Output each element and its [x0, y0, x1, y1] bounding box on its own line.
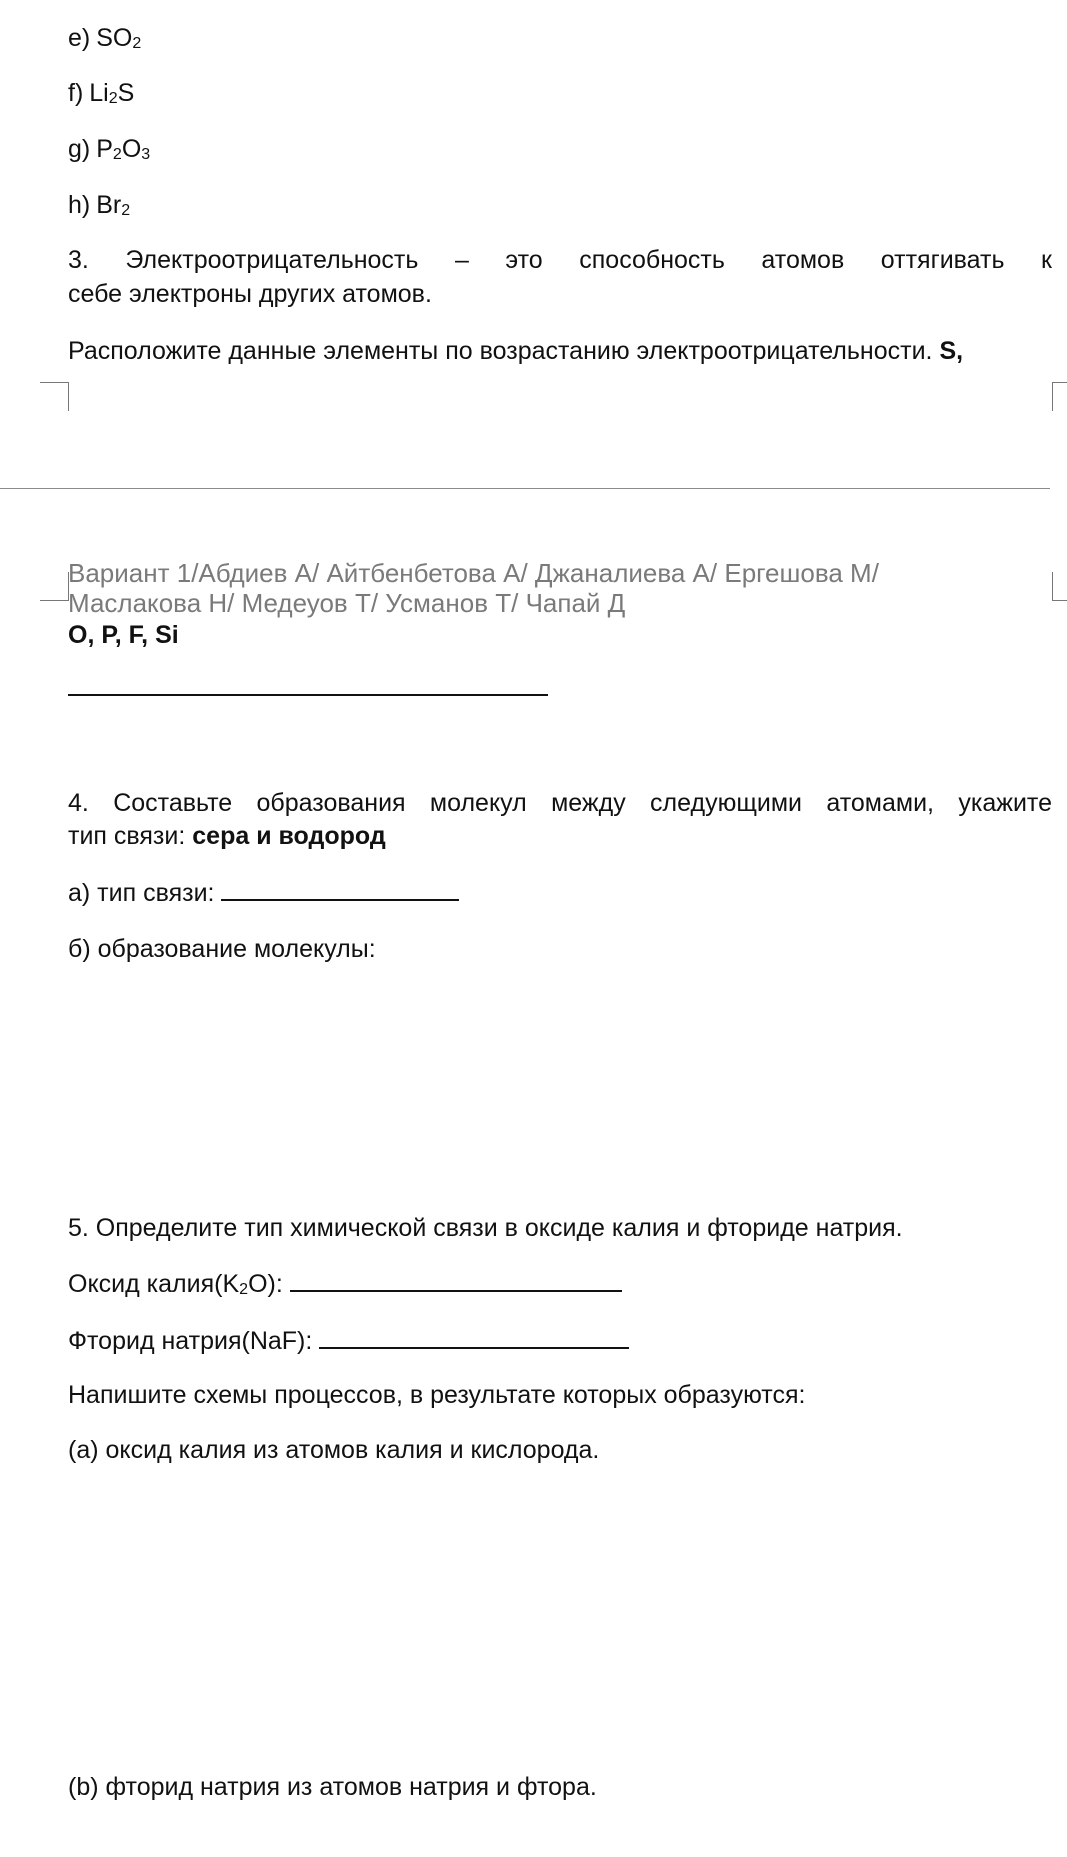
q3-instruction: Расположите данные элементы по возрастанию электроотрицательности. S,	[68, 337, 964, 365]
list-item-h: h) $Br_2$	[68, 191, 131, 219]
q5-title: 5. Определите тип химической связи в оксиде калия и фториде натрия.	[68, 1214, 903, 1242]
q4-title-line1: 4. Составьте образования молекул между следующими атомами, укажите	[68, 789, 1052, 817]
list-item-f: f) $Li_2S$	[68, 79, 135, 107]
crop-mark-top-left	[40, 382, 69, 411]
page-divider	[0, 488, 1050, 489]
q5-schemes-intro: Напишите схемы процессов, в результате которых образуются:	[68, 1381, 806, 1409]
q4-bond-type-field[interactable]	[221, 877, 459, 901]
list-item-e: e) $SO_2$	[68, 24, 142, 52]
q3-definition-line2: себе электроны других атомов.	[68, 280, 432, 308]
q4-title-line2: тип связи: сера и водород	[68, 822, 386, 850]
q3-elements-start: S,	[939, 337, 964, 365]
crop-mark-bottom-left	[40, 572, 69, 601]
q5-fluoride-field[interactable]	[319, 1325, 629, 1349]
q5-potassium-oxide: Оксид $калия(K_2O)$:	[68, 1268, 622, 1300]
variant-header-line2: Маслакова Н/ Медеуов Т/ Усманов Т/ Чапай Д	[68, 588, 626, 618]
variant-header-line1: Вариант 1/Абдиев А/ Айтбенбетова А/ Джаналиева А/ Ергешова М/	[68, 558, 879, 588]
q5-scheme-b: (b) фторид натрия из атомов натрия и фтора.	[68, 1773, 597, 1801]
q3-elements-end: O, P, F, Si	[68, 621, 179, 649]
q3-answer-field[interactable]	[68, 672, 548, 704]
q5-scheme-a: (a) оксид калия из атомов калия и кислорода.	[68, 1436, 600, 1464]
crop-mark-bottom-right	[1052, 572, 1067, 601]
list-item-g: g) $P_2O_3$	[68, 135, 151, 163]
q4-molecule-formation: б) образование молекулы:	[68, 935, 376, 963]
q4-bond-type: а) тип связи:	[68, 877, 459, 909]
q5-oxide-field[interactable]	[290, 1268, 622, 1292]
q5-sodium-fluoride: Фторид натрия(NaF):	[68, 1325, 629, 1357]
q3-definition-line1: 3. Электроотрицательность – это способность атомов оттягивать к	[68, 246, 1052, 274]
crop-mark-top-right	[1052, 382, 1067, 411]
